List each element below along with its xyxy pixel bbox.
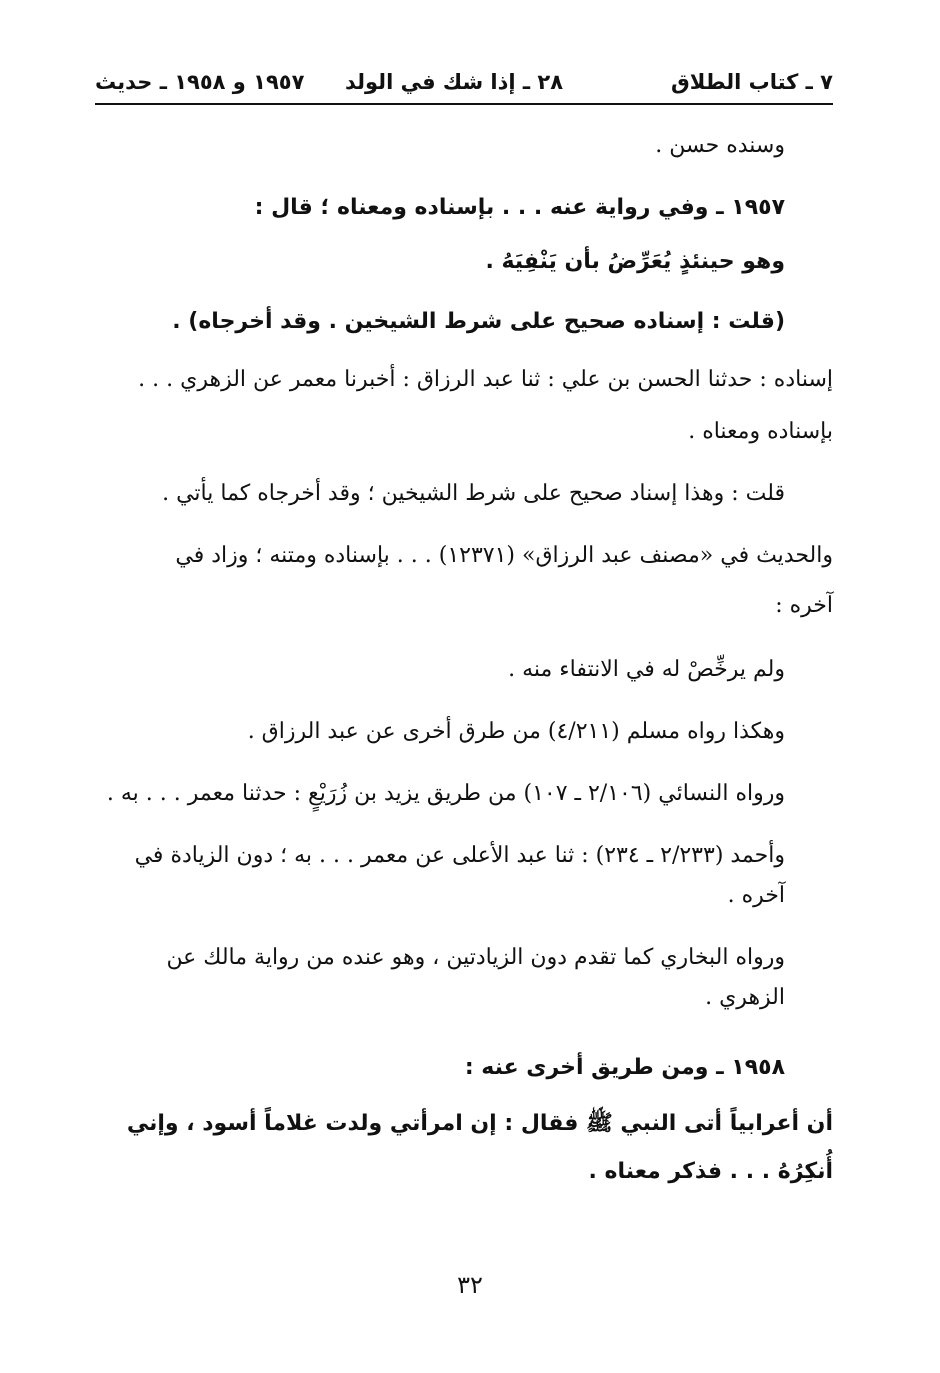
- source-musannaf-line: والحديث في «مصنف عبد الرزاق» (١٢٣٧١) . . . بإسناده ومتنه ؛ وزاد في: [175, 543, 833, 568]
- header-divider: [95, 103, 833, 105]
- hadith-1957-heading: ١٩٥٧ ـ وفي رواية عنه . . . بإسناده ومعناه ؛ قال :: [254, 195, 785, 220]
- paragraph-sanad-hasan: وسنده حسن .: [655, 133, 785, 158]
- isnad-line: إسناده : حدثنا الحسن بن علي : ثنا عبد الرزاق : أخبرنا معمر عن الزهري . . .: [138, 367, 833, 392]
- bukhari-source-line: ورواه البخاري كما تقدم دون الزيادتين ، وهو عنده من رواية مالك عن الزهري .: [166, 945, 785, 1010]
- page-number: ٣٢: [457, 1271, 483, 1299]
- header-hadith-numbers: ١٩٥٧ و ١٩٥٨ ـ حديث: [95, 70, 305, 94]
- running-header: [95, 62, 833, 102]
- muslim-source-line: وهكذا رواه مسلم (٤/٢١١) من طرق أخرى عن عبد الرزاق .: [247, 719, 785, 744]
- source-musannaf-continued: آخره :: [775, 593, 833, 618]
- added-text-line: ولم يرخِّصْ له في الانتفاء منه .: [508, 657, 785, 682]
- hadith-1958-heading: ١٩٥٨ ـ ومن طريق أخرى عنه :: [464, 1055, 785, 1080]
- header-chapter-title: ٢٨ ـ إذا شك في الولد: [345, 70, 564, 94]
- page-body: [95, 126, 833, 1192]
- hadith-1958-text: أن أعرابياً أتى النبي ﷺ فقال : إن امرأتي ولدت غلاماً أسود ، وإني: [126, 1111, 833, 1136]
- hadith-1957-grading: (قلت : إسناده صحيح على شرط الشيخين . وقد أخرجاه) .: [172, 309, 785, 334]
- header-book-title: ٧ ـ كتاب الطلاق: [671, 70, 833, 94]
- hadith-1958-text-continued: أُنكِرُهُ . . . فذكر معناه .: [588, 1159, 833, 1184]
- isnad-line-continued: بإسناده ومعناه .: [688, 419, 833, 444]
- hadith-1957-text: وهو حينئذٍ يُعَرِّضُ بأن يَنْفِيَهُ .: [485, 249, 785, 274]
- comment-paragraph: قلت : وهذا إسناد صحيح على شرط الشيخين ؛ وقد أخرجاه كما يأتي .: [162, 481, 785, 506]
- nasai-source-line: ورواه النسائي (٢/١٠٦ ـ ١٠٧) من طريق يزيد بن زُرَيْعٍ : حدثنا معمر . . . به .: [106, 781, 785, 806]
- ahmad-source-line: وأحمد (٢/٢٣٣ ـ ٢٣٤) : ثنا عبد الأعلى عن معمر . . . به ؛ دون الزيادة في آخره .: [134, 843, 785, 908]
